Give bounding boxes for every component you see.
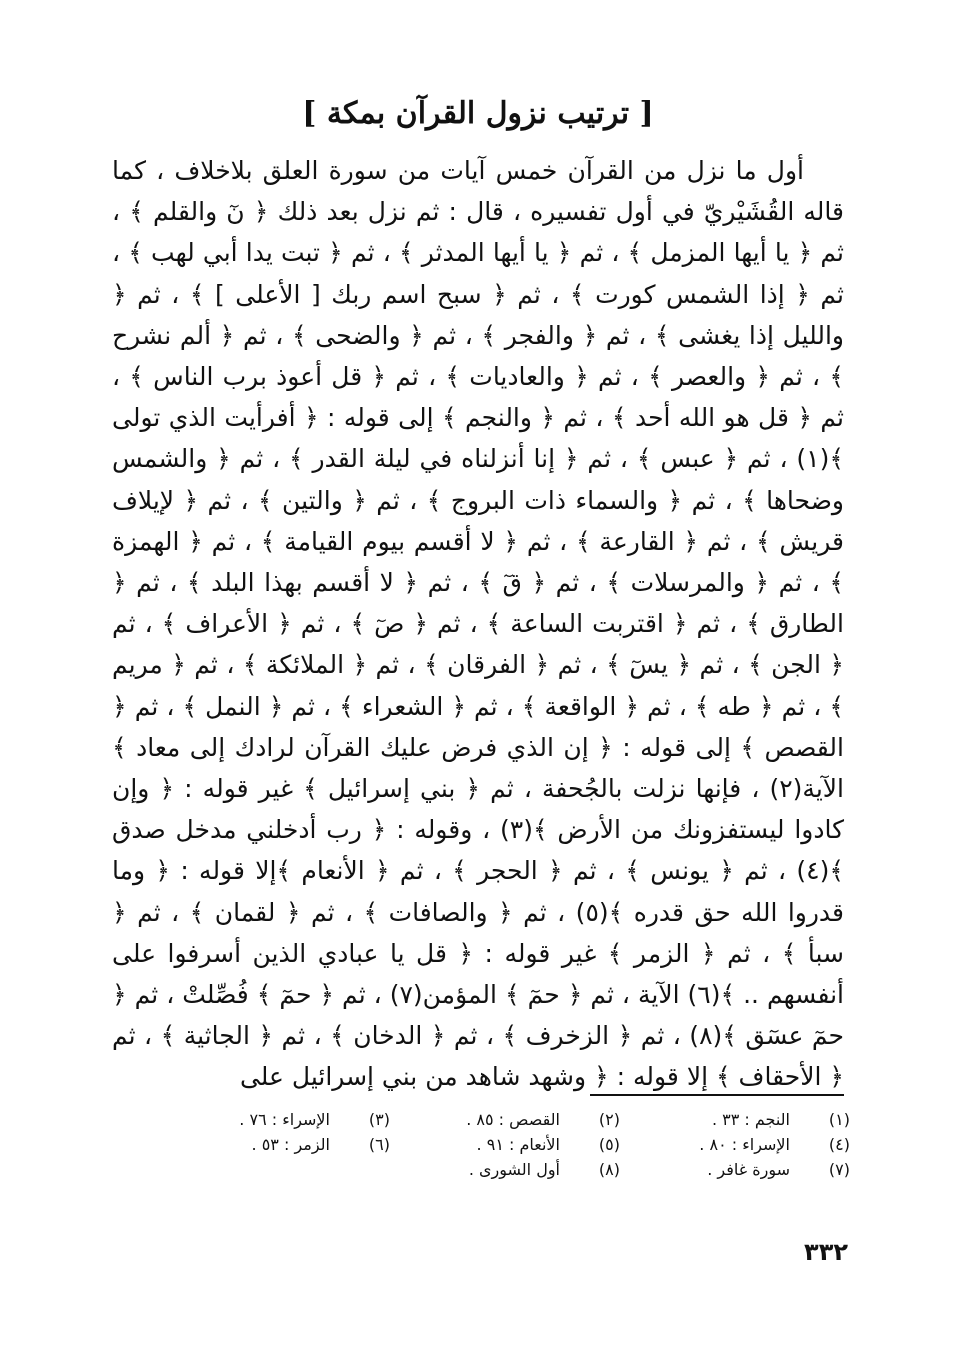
footnote-text: الأنعام : ٩١ . — [476, 1135, 560, 1154]
footnote-4 — [620, 1135, 850, 1154]
footnote-text: الإسراء : ٨٠ . — [699, 1135, 790, 1154]
paragraph-text: أول ما نزل من القرآن خمس آيات من سورة العلق بلاخلاف ، كما قاله القُشَيْريّ في أول تفسيره ، قال : ثم نزل بعد ذلك ﴿ نٓ والقلم ﴾ ، ثم ﴿ يا أيها المزمل ﴾ ، ثم ﴿ يا أيها المدثر ﴾ ، ثم ﴿ تبت يدا أبي لهب ﴾ ، ثم ﴿ إذا الشمس كورت ﴾ ، ثم ﴿ سبح اسم ربك [ الأعلى ] ﴾ ، ثم ﴿ والليل إذا يغشى ﴾ ، ثم ﴿ والفجر ﴾ ، ثم ﴿ والضحى ﴾ ، ثم ﴿ ألم نشرح ﴾ ، ثم ﴿ والعصر ﴾ ، ثم ﴿ والعاديات ﴾ ، ثم ﴿ قل أعوذ برب الناس ﴾ ، ثم ﴿ قل هو الله أحد ﴾ ، ثم ﴿ والنجم ﴾ إلى قوله : ﴿ أفرأيت الذي تولى ﴾(١) ، ثم ﴿ عبس ﴾ ، ثم ﴿ إنا أنزلناه في ليلة القدر ﴾ ، ثم ﴿ والشمس وضحاها ﴾ ، ثم ﴿ والسماء ذات البروج ﴾ ، ثم ﴿ والتين ﴾ ، ثم ﴿ لإيلاف قريش ﴾ ، ثم ﴿ القارعة ﴾ ، ثم ﴿ لا أقسم بيوم القيامة ﴾ ، ثم ﴿ الهمزة ﴾ ، ثم ﴿ والمرسلات ﴾ ، ثم ﴿ قٓ ﴾ ، ثم ﴿ لا أقسم بهذا البلد ﴾ ، ثم ﴿ الطارق ﴾ ، ثم ﴿ اقتربت الساعة ﴾ ، ثم ﴿ صٓ ﴾ ، ثم ﴿ الأعراف ﴾ ، ثم ﴿ الجن ﴾ ، ثم ﴿ يسٓ ﴾ ، ثم ﴿ الفرقان ﴾ ، ثم ﴿ الملائكة ﴾ ، ثم ﴿ مريم ﴾ ، ثم ﴿ طه ﴾ ، ثم ﴿ الواقعة ﴾ ، ثم ﴿ الشعراء ﴾ ، ثم ﴿ النمل ﴾ ، ثم ﴿ القصص ﴾ إلى قوله : ﴿ إن الذي فرض عليك القرآن لرادك إلى معاد ﴾الآية(٢) ، فإنها نزلت بالجُحفة ، ثم ﴿ بني إسرائيل ﴾ غير قوله : ﴿ وإن كادوا ليستفزونك من الأرض ﴾(٣) ، وقوله : ﴿ رب أدخلني مدخل صدق ﴾(٤) ، ثم ﴿ يونس ﴾ ، ثم ﴿ الحجر ﴾ ، ثم ﴿ الأنعام ﴾إلا قوله : ﴿ وما قدروا الله حق قدره ﴾(٥) ، ثم ﴿ والصافات ﴾ ، ثم ﴿ لقمان ﴾ ، ثم ﴿ سبأ ﴾ ، ثم ﴿ الزمر ﴾ غير قوله : ﴿ قل يا عبادي الذين أسرفوا على أنفسهم .. ﴾(٦) الآية ، ثم ﴿ حمٓ ﴾ المؤمن(٧) ، ثم ﴿ حمٓ ﴾ فُصِّلتْ ، ثم ﴿ حمٓ عسٓق ﴾(٨) ، ثم ﴿ الزخرف ﴾ ، ثم ﴿ الدخان ﴾ ، ثم ﴿ الجاثية ﴾ ، ثم ﴿ الأحقاف ﴾ إلا قوله : ﴿ وشهد شاهد من بني إسرائيل على — [112, 156, 844, 1092]
footnote-6 — [160, 1135, 390, 1154]
footnote-5 — [390, 1135, 620, 1154]
footnote-separator — [590, 1094, 844, 1096]
footnote-2 — [390, 1110, 620, 1129]
footnote-text: أول الشورى . — [468, 1160, 560, 1179]
footnote-number: (٥) — [598, 1135, 620, 1154]
footnote-number: (٨) — [598, 1160, 620, 1179]
footnote-1 — [620, 1110, 850, 1129]
footnote-number: (٤) — [828, 1135, 850, 1154]
footnote-number: (١) — [828, 1110, 850, 1129]
main-paragraph — [112, 150, 844, 1098]
footnote-text: سورة غافر . — [707, 1160, 790, 1179]
footnote-text: الزمر : ٥٣ . — [251, 1135, 330, 1154]
page-number: ٣٣٢ — [804, 1238, 848, 1266]
footnote-text: القصص : ٨٥ . — [466, 1110, 560, 1129]
section-title: [ ترتيب نزول القرآن بمكة ] — [302, 96, 654, 131]
footnotes — [160, 1110, 850, 1179]
footnote-number: (٢) — [598, 1110, 620, 1129]
footnote-7 — [620, 1160, 850, 1179]
footnote-text: النجم : ٣٣ . — [711, 1110, 790, 1129]
footnote-text: الإسراء : ٧٦ . — [239, 1110, 330, 1129]
footnote-number: (٣) — [368, 1110, 390, 1129]
footnote-3 — [160, 1110, 390, 1129]
footnote-number: (٧) — [828, 1160, 850, 1179]
footnote-8 — [390, 1160, 620, 1179]
footnote-number: (٦) — [368, 1135, 390, 1154]
